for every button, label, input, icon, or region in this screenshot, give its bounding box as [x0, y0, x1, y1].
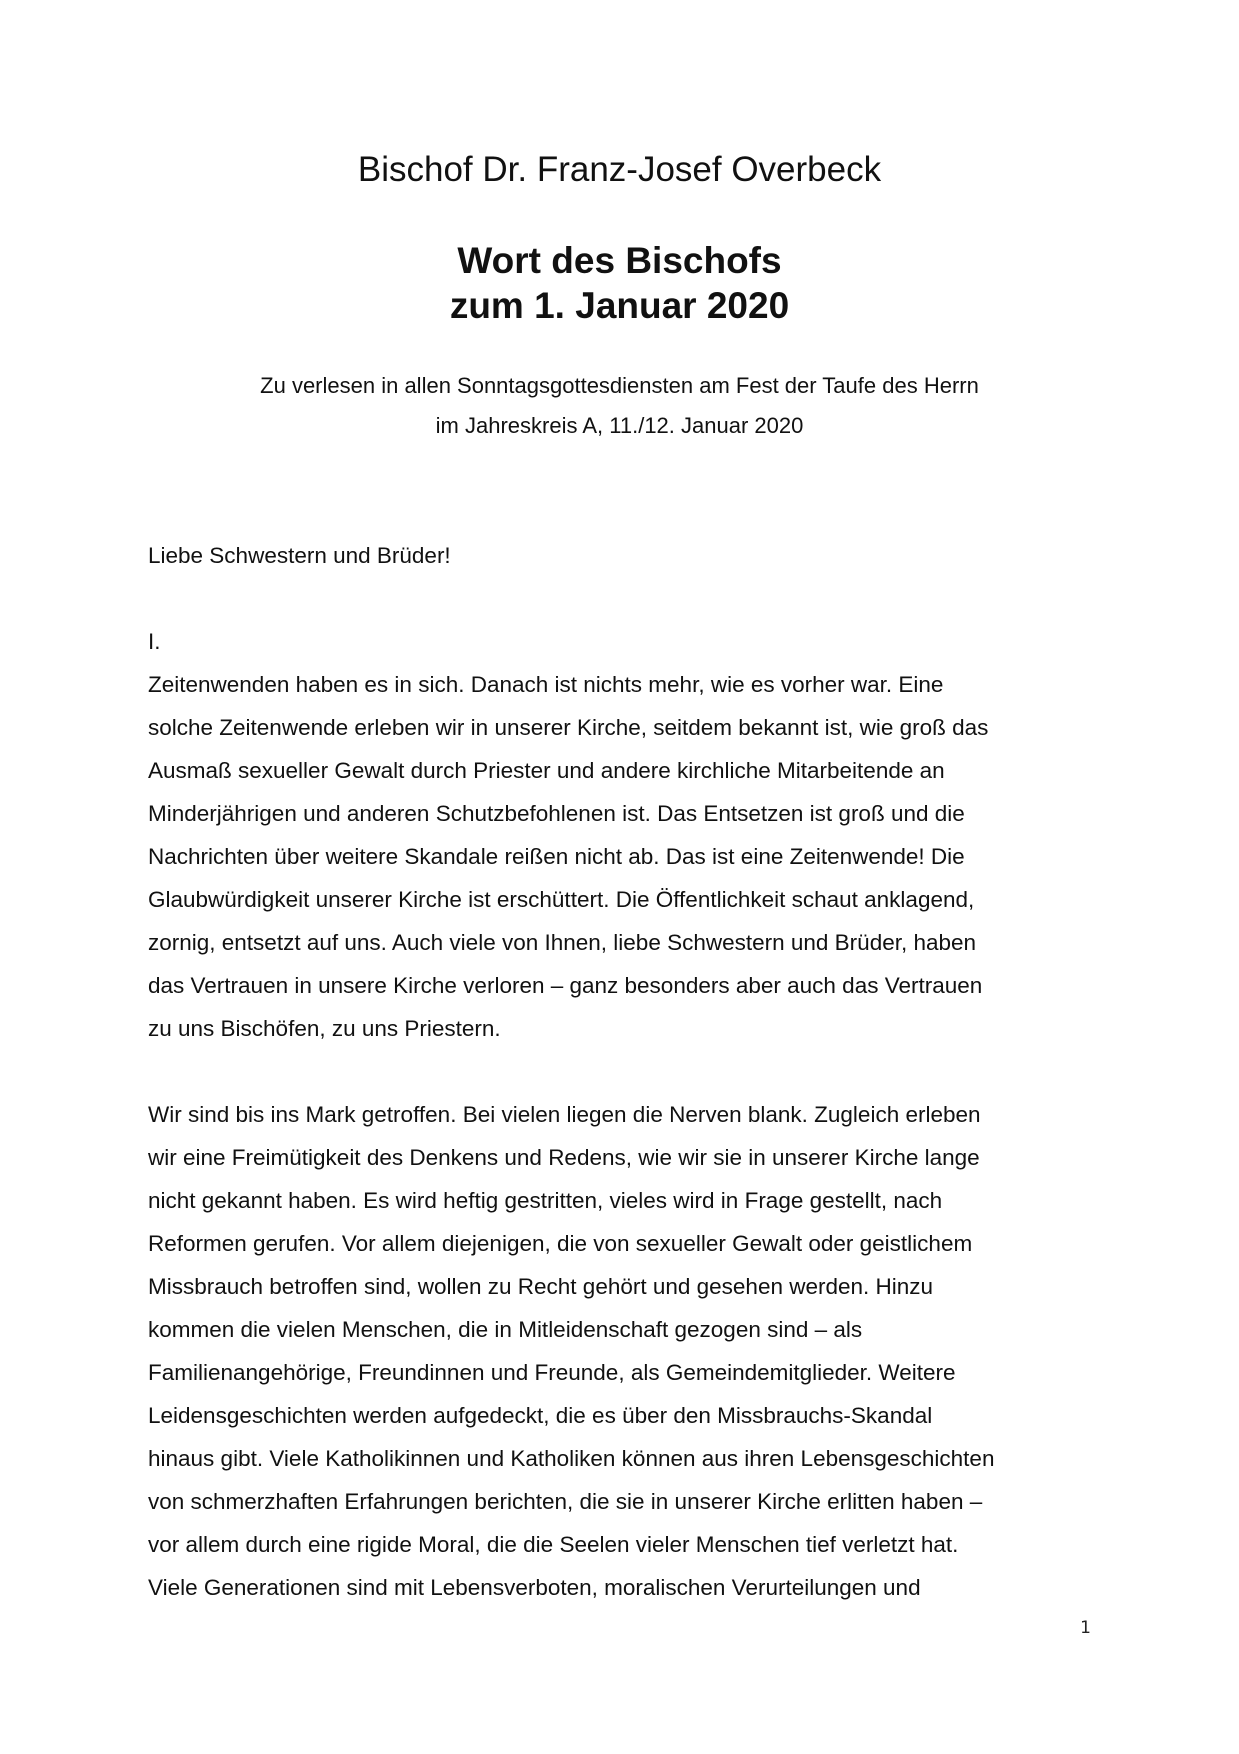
paragraph-line: nicht gekannt haben. Es wird heftig gestritten, vieles wird in Frage gestellt, nach [148, 1188, 943, 1213]
paragraph-line: wir eine Freimütigkeit des Denkens und Redens, wie wir sie in unserer Kirche lange [148, 1145, 980, 1170]
paragraph-line: von schmerzhaften Erfahrungen berichten, die sie in unserer Kirche erlitten haben – [148, 1489, 983, 1514]
paragraph-line: Minderjährigen und anderen Schutzbefohlenen ist. Das Entsetzen ist groß und die [148, 801, 965, 826]
title-line-2: zum 1. Januar 2020 [449, 285, 790, 326]
paragraph-line: Ausmaß sexueller Gewalt durch Priester und andere kirchliche Mitarbeitende an [148, 758, 945, 783]
subtitle-line-1: Zu verlesen in allen Sonntagsgottesdiensten am Fest der Taufe des Herrn [260, 373, 979, 398]
paragraph-line: vor allem durch eine rigide Moral, die die Seelen vieler Menschen tief verletzt hat. [148, 1532, 959, 1557]
paragraph-line: das Vertrauen in unsere Kirche verloren – ganz besonders aber auch das Vertrauen [148, 973, 983, 998]
paragraph-line: zornig, entsetzt auf uns. Auch viele von Ihnen, liebe Schwestern und Brüder, haben [148, 930, 977, 955]
salutation: Liebe Schwestern und Brüder! [148, 543, 451, 568]
paragraph-line: kommen die vielen Menschen, die in Mitleidenschaft gezogen sind – als [148, 1317, 863, 1342]
paragraph-line: Reformen gerufen. Vor allem diejenigen, die von sexueller Gewalt oder geistlichem [148, 1231, 973, 1256]
paragraph-line: Glaubwürdigkeit unserer Kirche ist erschüttert. Die Öffentlichkeit schaut anklagend, [148, 887, 975, 912]
reading-instructions [0, 366, 1239, 446]
paragraph-line: Wir sind bis ins Mark getroffen. Bei vielen liegen die Nerven blank. Zugleich erleben [148, 1102, 981, 1127]
paragraph-line: hinaus gibt. Viele Katholikinnen und Katholiken können aus ihren Lebensgeschichten [148, 1446, 995, 1471]
paragraph-line: Missbrauch betroffen sind, wollen zu Recht gehört und gesehen werden. Hinzu [148, 1274, 934, 1299]
author-heading: Bischof Dr. Franz-Josef Overbeck [357, 150, 882, 189]
paragraph-line: Zeitenwenden haben es in sich. Danach ist nichts mehr, wie es vorher war. Eine [148, 672, 944, 697]
paragraph-line: Familienangehörige, Freundinnen und Freunde, als Gemeindemitglieder. Weitere [148, 1360, 956, 1385]
paragraph-2 [148, 1093, 1108, 1609]
paragraph-line: Viele Generationen sind mit Lebensverboten, moralischen Verurteilungen und [148, 1575, 921, 1600]
page-number: 1 [1080, 1618, 1091, 1638]
paragraph-line: zu uns Bischöfen, zu uns Priestern. [148, 1016, 501, 1041]
paragraph-1 [148, 663, 1108, 1050]
section-marker: I. [148, 629, 161, 654]
paragraph-line: Leidensgeschichten werden aufgedeckt, die es über den Missbrauchs-Skandal [148, 1403, 933, 1428]
document-title [0, 238, 1239, 328]
title-line-1: Wort des Bischofs [457, 240, 782, 281]
subtitle-line-2: im Jahreskreis A, 11./12. Januar 2020 [435, 413, 804, 438]
paragraph-line: Nachrichten über weitere Skandale reißen nicht ab. Das ist eine Zeitenwende! Die [148, 844, 965, 869]
paragraph-line: solche Zeitenwende erleben wir in unserer Kirche, seitdem bekannt ist, wie groß das [148, 715, 989, 740]
